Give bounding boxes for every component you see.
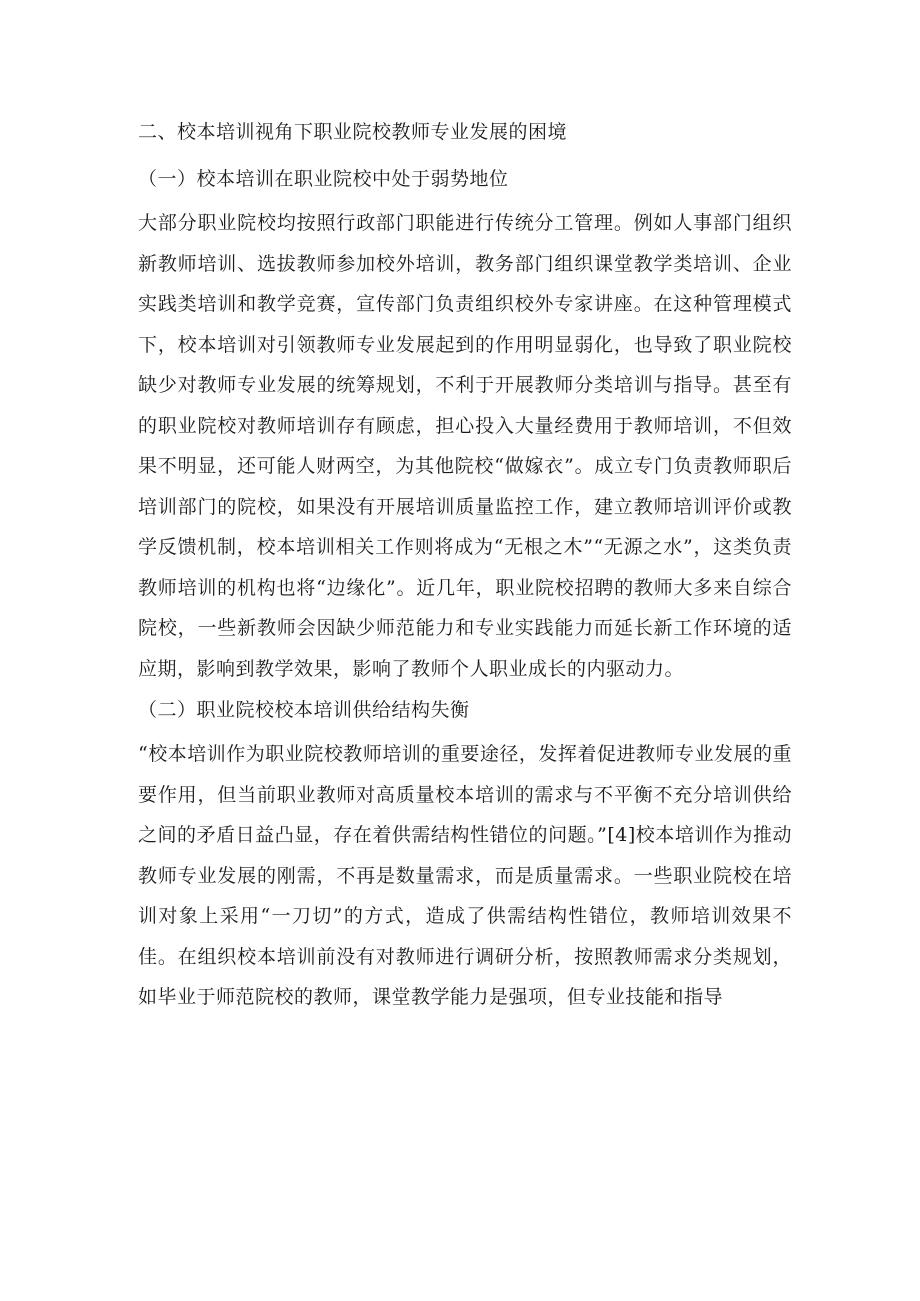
section-title: 二、校本培训视角下职业院校教师专业发展的困境 xyxy=(138,121,568,143)
document-body xyxy=(138,113,792,1018)
subsection-paragraph-1: 大部分职业院校均按照行政部门职能进行传统分工管理。例如人事部门组织新教师培训、选拔教师参加校外培训，教务部门组织课堂教学类培训、企业实践类培训和教学竞赛，宣传部门负责组织校外专家讲座。在这种管理模式下，校本培训对引领教师专业发展起到的作用明显弱化，也导致了职业院校缺少对教师专业发展的统筹规划，不利于开展教师分类培训与指导。甚至有的职业院校对教师培训存有顾虑，担心投入大量经费用于教师培训，不但效果不明显，还可能人财两空，为其他院校“做嫁衣”。成立专门负责教师职后培训部门的院校，如果没有开展培训质量监控工作，建立教师培训评价或教学反馈机制，校本培训相关工作则将成为“无根之木”“无源之水”，这类负责教师培训的机构也将“边缘化”。近几年，职业院校招聘的教师大多来自综合院校，一些新教师会因缺少师范能力和专业实践能力而延长新工作环境的适应期，影响到教学效果，影响了教师个人职业成长的内驱动力。 xyxy=(138,212,792,680)
subsection-heading-1: （一）校本培训在职业院校中处于弱势地位 xyxy=(138,168,509,190)
subsection-paragraph-2: “校本培训作为职业院校教师培训的重要途径，发挥着促进教师专业发展的重要作用，但当前职业教师对高质量校本培训的需求与不平衡不充分培训供给之间的矛盾日益凸显，存在着供需结构性错位的问题。”[4]校本培训作为推动教师专业发展的刚需，不再是数量需求，而是质量需求。一些职业院校在培训对象上采用“一刀切”的方式，造成了供需结构性错位，教师培训效果不佳。在组织校本培训前没有对教师进行调研分析，按照教师需求分类规划，如毕业于师范院校的教师，课堂教学能力是强项，但专业技能和指导 xyxy=(138,743,792,1008)
subsection-heading-2: （二）职业院校校本培训供给结构失衡 xyxy=(138,699,470,721)
